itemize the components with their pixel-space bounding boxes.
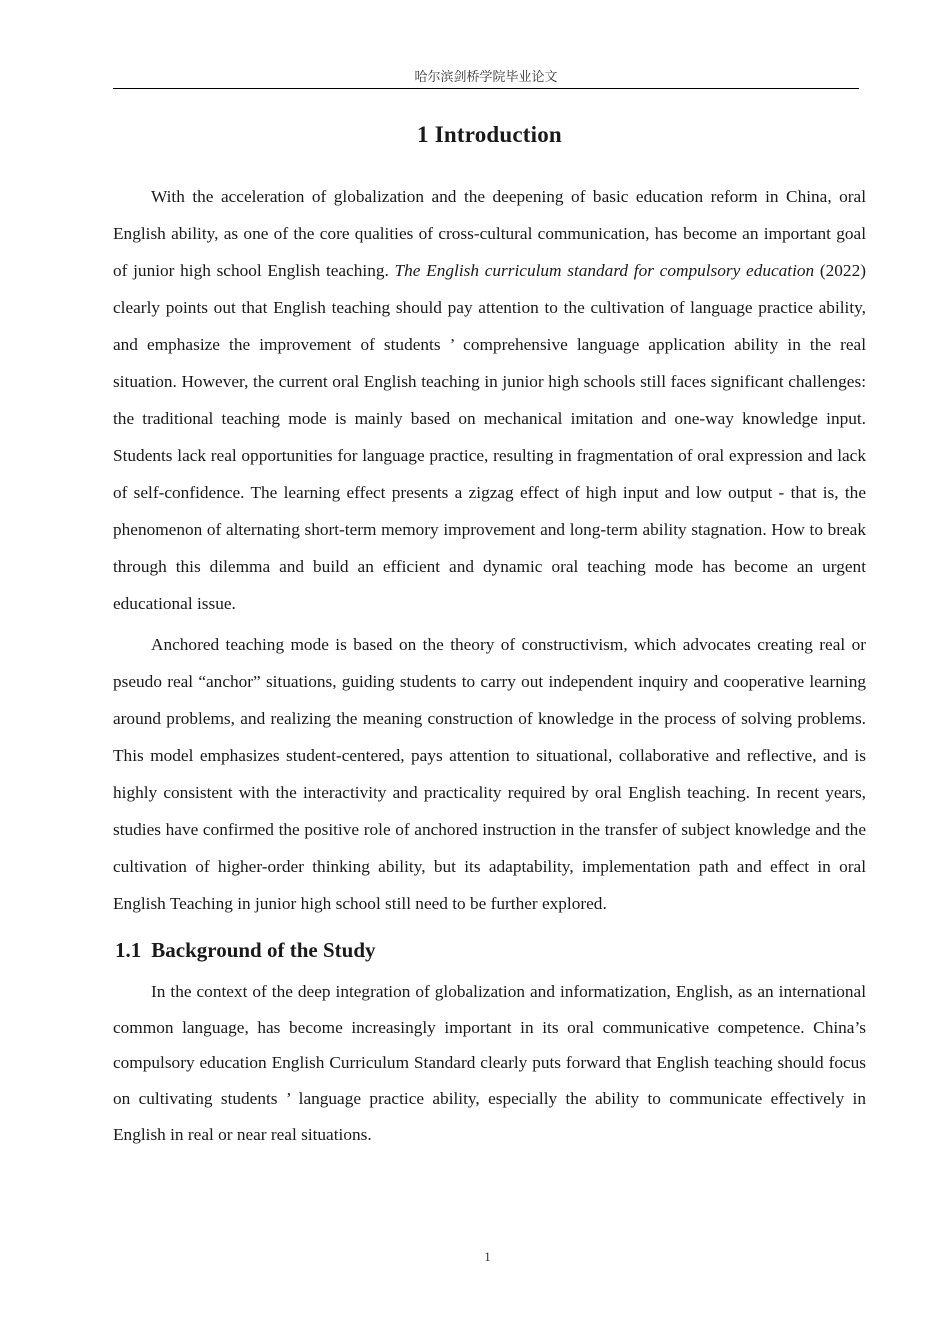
intro-paragraph-1 xyxy=(113,178,866,622)
chapter-title: 1 Introduction xyxy=(417,122,562,147)
page-content xyxy=(113,122,866,1157)
page-number: 1 xyxy=(484,1249,491,1264)
header-rule xyxy=(113,88,859,89)
section-number: 1.1 xyxy=(115,938,142,962)
section-paragraph-1: In the context of the deep integration of globalization and informatization, English, as an international common language, has become increasingly important in its oral communicative competence. China’s compulsory education English Curriculum Standard clearly puts forward that English teaching should focus on cultivating students ’ language practice ability, especially the ability to communicate effectively in English in real or near real situations. xyxy=(113,982,866,1144)
intro-paragraph-1-start: With the acceleration of globalization and the deepening of basic education reform in China, oral English ability, as one of the core qualities of cross-cultural communication, has become an important goal of junior high school English teaching. xyxy=(113,187,866,280)
curriculum-standard-title: The English curriculum standard for compulsory education xyxy=(394,261,815,280)
running-header: 哈尔滨剑桥学院毕业论文 xyxy=(414,70,558,85)
section-title: Background of the Study xyxy=(151,938,376,962)
intro-paragraph-2: Anchored teaching mode is based on the theory of constructivism, which advocates creating real or pseudo real “anchor” situations, guiding students to carry out independent inquiry and cooperative learning around problems, and realizing the meaning construction of knowledge in the process of solving problems. This model emphasizes student-centered, pays attention to situational, collaborative and reflective, and is highly consistent with the interactivity and practicality required by oral English teaching. In recent years, studies have confirmed the positive role of anchored instruction in the transfer of subject knowledge and the cultivation of higher-order thinking ability, but its adaptability, implementation path and effect in oral English Teaching in junior high school still need to be further explored. xyxy=(113,635,866,913)
intro-paragraph-1-end: (2022) clearly points out that English teaching should pay attention to the cultivation of language practice ability, and emphasize the improvement of students ’ comprehensive language application ability in the real situation. However, the current oral English teaching in junior high schools still faces significant challenges: the traditional teaching mode is mainly based on mechanical imitation and one-way knowledge input. Students lack real opportunities for language practice, resulting in fragmentation of oral expression and lack of self-confidence. The learning effect presents a zigzag effect of high input and low output - that is, the phenomenon of alternating short-term memory improvement and long-term ability stagnation. How to break through this dilemma and build an efficient and dynamic oral teaching mode has become an urgent educational issue. xyxy=(113,261,866,613)
section-heading xyxy=(115,930,866,970)
